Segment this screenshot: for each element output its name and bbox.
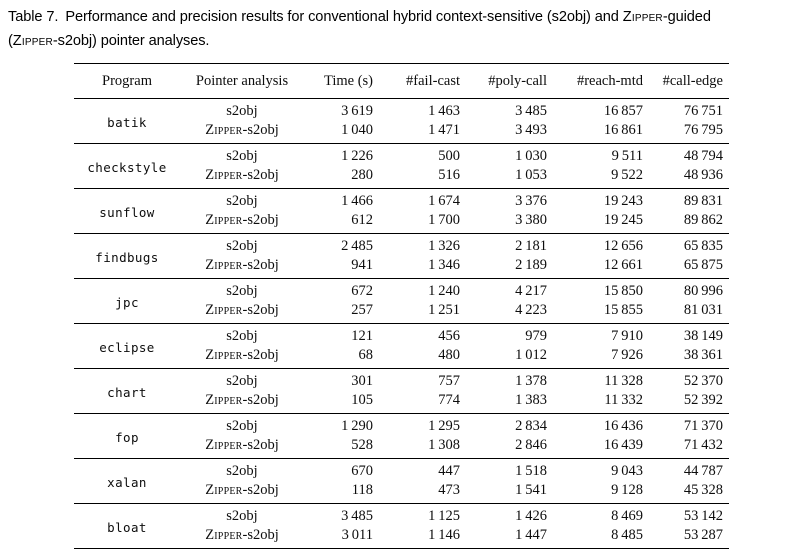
zipper-smallcaps: Zipper xyxy=(205,122,243,138)
value-cell: 89 862 xyxy=(683,212,723,228)
value-cell: 105 xyxy=(351,392,373,408)
value-cell: 774 xyxy=(438,392,460,408)
zipper-smallcaps: Zipper xyxy=(205,212,243,228)
value-cell: 280 xyxy=(351,167,373,183)
zipper-smallcaps: Zipper xyxy=(205,482,243,498)
value-cell: 16 439 xyxy=(603,437,643,453)
value-cell: 301 xyxy=(351,373,373,389)
value-cell: 528 xyxy=(351,437,373,453)
caption-zipper-smallcaps: Zipper xyxy=(622,9,663,25)
value-cell: 9 128 xyxy=(611,482,643,498)
value-cell: 1 012 xyxy=(515,347,547,363)
value-cell: 19 243 xyxy=(603,193,643,209)
program-group-jpc xyxy=(74,279,729,324)
value-cell: 1 240 xyxy=(428,283,460,299)
program-group-chart xyxy=(74,369,729,414)
value-cell: 16 857 xyxy=(603,103,643,119)
caption-text-end: -guided xyxy=(662,9,711,25)
table-row xyxy=(74,99,729,122)
program-group-eclipse xyxy=(74,324,729,369)
value-cell: 48 794 xyxy=(683,148,723,164)
analysis-label xyxy=(180,166,304,189)
value-cell: 1 030 xyxy=(515,148,547,164)
value-cell: 52 370 xyxy=(683,373,723,389)
zipper-smallcaps: Zipper xyxy=(205,302,243,318)
value-cell: 1 146 xyxy=(428,527,460,543)
value-cell: 52 392 xyxy=(683,392,723,408)
value-cell: 1 251 xyxy=(428,302,460,318)
analysis-label xyxy=(180,391,304,414)
value-cell: 11 328 xyxy=(604,373,643,389)
program-group-batik xyxy=(74,99,729,144)
value-cell: 1 674 xyxy=(428,193,460,209)
analysis-label: s2obj xyxy=(226,238,258,254)
program-name: xalan xyxy=(107,475,147,490)
value-cell: 15 855 xyxy=(603,302,643,318)
value-cell: 1 290 xyxy=(341,418,373,434)
value-cell: 1 053 xyxy=(515,167,547,183)
analysis-label: s2obj xyxy=(226,418,258,434)
value-cell: 68 xyxy=(358,347,373,363)
caption-line-1 xyxy=(8,6,788,30)
zipper-suffix: -s2obj xyxy=(242,392,279,408)
value-cell: 1 326 xyxy=(428,238,460,254)
results-table-container xyxy=(74,63,796,549)
program-group-bloat xyxy=(74,504,729,549)
zipper-suffix: -s2obj xyxy=(242,437,279,453)
value-cell: 38 361 xyxy=(683,347,723,363)
zipper-suffix: -s2obj xyxy=(242,482,279,498)
zipper-suffix: -s2obj xyxy=(242,347,279,363)
value-cell: 2 485 xyxy=(341,238,373,254)
value-cell: 1 518 xyxy=(515,463,547,479)
value-cell: 516 xyxy=(438,167,460,183)
value-cell: 7 926 xyxy=(611,347,643,363)
value-cell: 3 376 xyxy=(515,193,547,209)
value-cell: 2 834 xyxy=(515,418,547,434)
value-cell: 11 332 xyxy=(604,392,643,408)
value-cell: 1 541 xyxy=(515,482,547,498)
value-cell: 53 287 xyxy=(683,527,723,543)
table-row xyxy=(74,324,729,347)
zipper-smallcaps: Zipper xyxy=(205,347,243,363)
results-table xyxy=(74,63,729,549)
table-row xyxy=(74,414,729,437)
column-header-pointer-analysis: Pointer analysis xyxy=(180,64,304,99)
value-cell: 16 436 xyxy=(603,418,643,434)
value-cell: 941 xyxy=(351,257,373,273)
value-cell: 1 125 xyxy=(428,508,460,524)
value-cell: 45 328 xyxy=(683,482,723,498)
program-name: eclipse xyxy=(99,340,155,355)
value-cell: 1 308 xyxy=(428,437,460,453)
value-cell: 3 493 xyxy=(515,122,547,138)
value-cell: 8 469 xyxy=(611,508,643,524)
value-cell: 612 xyxy=(351,212,373,228)
value-cell: 1 466 xyxy=(341,193,373,209)
caption-label: Table 7. xyxy=(8,9,59,25)
value-cell: 4 223 xyxy=(515,302,547,318)
analysis-label: s2obj xyxy=(226,328,258,344)
table-row xyxy=(74,459,729,482)
analysis-label: s2obj xyxy=(226,148,258,164)
value-cell: 257 xyxy=(351,302,373,318)
program-name: findbugs xyxy=(95,250,159,265)
value-cell: 44 787 xyxy=(683,463,723,479)
value-cell: 1 447 xyxy=(515,527,547,543)
analysis-label: s2obj xyxy=(226,103,258,119)
analysis-label: s2obj xyxy=(226,373,258,389)
table-header xyxy=(74,64,729,99)
table-row xyxy=(74,189,729,212)
zipper-smallcaps: Zipper xyxy=(205,437,243,453)
table-row xyxy=(74,504,729,527)
analysis-label xyxy=(180,256,304,279)
zipper-suffix: -s2obj xyxy=(242,212,279,228)
column-header-poly-call: #poly-call xyxy=(468,64,555,99)
program-group-checkstyle xyxy=(74,144,729,189)
program-name: bloat xyxy=(107,520,147,535)
value-cell: 2 189 xyxy=(515,257,547,273)
value-cell: 2 846 xyxy=(515,437,547,453)
caption-text-end: -s2obj) pointer analyses. xyxy=(52,32,210,49)
value-cell: 53 142 xyxy=(683,508,723,524)
value-cell: 670 xyxy=(351,463,373,479)
value-cell: 16 861 xyxy=(603,122,643,138)
value-cell: 447 xyxy=(438,463,460,479)
analysis-label xyxy=(180,346,304,369)
value-cell: 1 378 xyxy=(515,373,547,389)
zipper-suffix: -s2obj xyxy=(242,257,279,273)
value-cell: 1 295 xyxy=(428,418,460,434)
column-header-time: Time (s) xyxy=(304,64,384,99)
column-header-program: Program xyxy=(74,64,180,99)
value-cell: 1 471 xyxy=(428,122,460,138)
program-group-sunflow xyxy=(74,189,729,234)
value-cell: 8 485 xyxy=(611,527,643,543)
zipper-suffix: -s2obj xyxy=(242,122,279,138)
zipper-smallcaps: Zipper xyxy=(205,392,243,408)
zipper-smallcaps: Zipper xyxy=(205,527,243,543)
value-cell: 89 831 xyxy=(683,193,723,209)
analysis-label xyxy=(180,526,304,549)
value-cell: 3 485 xyxy=(515,103,547,119)
column-header-call-edge: #call-edge xyxy=(650,64,729,99)
value-cell: 2 181 xyxy=(515,238,547,254)
table-row xyxy=(74,279,729,302)
zipper-smallcaps: Zipper xyxy=(205,167,243,183)
analysis-label: s2obj xyxy=(226,193,258,209)
value-cell: 121 xyxy=(351,328,373,344)
value-cell: 4 217 xyxy=(515,283,547,299)
program-group-fop xyxy=(74,414,729,459)
value-cell: 3 380 xyxy=(515,212,547,228)
value-cell: 3 011 xyxy=(341,527,373,543)
column-header-reach-mtd: #reach-mtd xyxy=(555,64,650,99)
value-cell: 1 463 xyxy=(428,103,460,119)
value-cell: 7 910 xyxy=(611,328,643,344)
program-group-findbugs xyxy=(74,234,729,279)
value-cell: 1 383 xyxy=(515,392,547,408)
value-cell: 48 936 xyxy=(683,167,723,183)
zipper-suffix: -s2obj xyxy=(242,302,279,318)
analysis-label xyxy=(180,121,304,144)
value-cell: 76 795 xyxy=(683,122,723,138)
value-cell: 1 346 xyxy=(428,257,460,273)
value-cell: 38 149 xyxy=(683,328,723,344)
caption-zipper-smallcaps: Zipper xyxy=(12,32,53,49)
analysis-label: s2obj xyxy=(226,508,258,524)
value-cell: 71 370 xyxy=(683,418,723,434)
value-cell: 1 426 xyxy=(515,508,547,524)
value-cell: 15 850 xyxy=(603,283,643,299)
value-cell: 65 875 xyxy=(683,257,723,273)
program-name: fop xyxy=(115,430,139,445)
program-group-xalan xyxy=(74,459,729,504)
value-cell: 81 031 xyxy=(683,302,723,318)
analysis-label xyxy=(180,301,304,324)
caption-line-2 xyxy=(8,30,788,54)
analysis-label xyxy=(180,481,304,504)
value-cell: 12 661 xyxy=(603,257,643,273)
analysis-label: s2obj xyxy=(226,463,258,479)
table-row xyxy=(74,234,729,257)
table-row xyxy=(74,369,729,392)
program-name: chart xyxy=(107,385,147,400)
value-cell: 19 245 xyxy=(603,212,643,228)
value-cell: 65 835 xyxy=(683,238,723,254)
value-cell: 1 700 xyxy=(428,212,460,228)
value-cell: 979 xyxy=(525,328,547,344)
value-cell: 9 043 xyxy=(611,463,643,479)
value-cell: 3 485 xyxy=(341,508,373,524)
analysis-label xyxy=(180,436,304,459)
program-name: sunflow xyxy=(99,205,155,220)
value-cell: 80 996 xyxy=(683,283,723,299)
value-cell: 500 xyxy=(438,148,460,164)
program-name: jpc xyxy=(115,295,139,310)
table-row xyxy=(74,144,729,167)
value-cell: 456 xyxy=(438,328,460,344)
column-header-fail-cast: #fail-cast xyxy=(384,64,468,99)
value-cell: 1 226 xyxy=(341,148,373,164)
analysis-label: s2obj xyxy=(226,283,258,299)
table-caption xyxy=(8,6,788,53)
value-cell: 118 xyxy=(351,482,373,498)
caption-text: ( xyxy=(8,32,13,49)
program-name: batik xyxy=(107,115,147,130)
program-name: checkstyle xyxy=(87,160,167,175)
value-cell: 12 656 xyxy=(603,238,643,254)
value-cell: 76 751 xyxy=(683,103,723,119)
caption-text: Performance and precision results for conventional hybrid context-sensitive (s2obj) and xyxy=(65,9,623,25)
zipper-suffix: -s2obj xyxy=(242,527,279,543)
value-cell: 9 511 xyxy=(611,148,643,164)
value-cell: 9 522 xyxy=(611,167,643,183)
value-cell: 757 xyxy=(438,373,460,389)
value-cell: 3 619 xyxy=(341,103,373,119)
header-row xyxy=(74,64,729,99)
value-cell: 1 040 xyxy=(341,122,373,138)
analysis-label xyxy=(180,211,304,234)
zipper-suffix: -s2obj xyxy=(242,167,279,183)
zipper-smallcaps: Zipper xyxy=(205,257,243,273)
value-cell: 480 xyxy=(438,347,460,363)
value-cell: 71 432 xyxy=(683,437,723,453)
value-cell: 473 xyxy=(438,482,460,498)
value-cell: 672 xyxy=(351,283,373,299)
